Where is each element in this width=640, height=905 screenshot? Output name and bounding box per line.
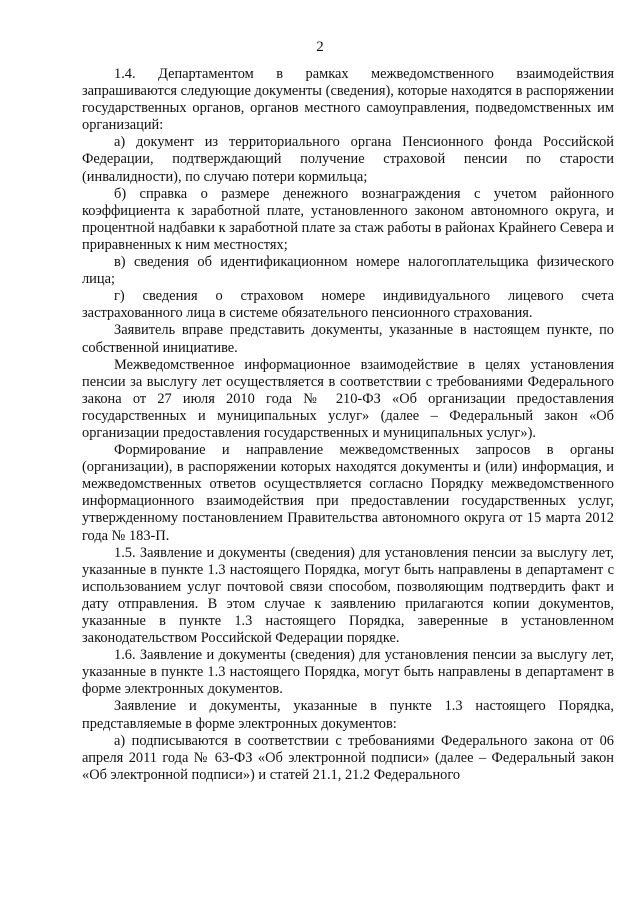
document-body [82,66,614,784]
paragraph-item-a: а) документ из территориального органа Пенсионного фонда Российской Федерации, подтверждающий получение страховой пенсии по старости (инвалидности), по случаю потери кормильца; [82,134,614,185]
paragraph-interagency-interaction: Межведомственное информационное взаимодействие в целях установления пенсии за выслугу лет осуществляется в соответствии с требованиями Федерального закона от 27 июля 2010 года № 210-ФЗ «Об организации предоставления государственных и муниципальных услуг» (далее – Федеральный закон «Об организации предоставления государственных и муниципальных услуг»). [82,356,614,441]
paragraph-electronic-docs: Заявление и документы, указанные в пункте 1.3 настоящего Порядка, представляемые в форме электронных документов: [82,698,614,732]
paragraph-electronic-item-a: а) подписываются в соответствии с требованиями Федерального закона от 06 апреля 2011 года № 63-ФЗ «Об электронной подписи» (далее – Федеральный закон «Об электронной подписи») и статей 21.1, 21.2 Федерального [82,732,614,783]
paragraph-item-g: г) сведения о страховом номере индивидуального лицевого счета застрахованного лица в системе обязательного пенсионного страхования. [82,288,614,322]
paragraph-1-6: 1.6. Заявление и документы (сведения) для установления пенсии за выслугу лет, указанные в пункте 1.3 настоящего Порядка, могут быть направлены в департамент в форме электронных документов. [82,647,614,698]
paragraph-1-4-intro: 1.4. Департаментом в рамках межведомственного взаимодействия запрашиваются следующие документы (сведения), которые находятся в распоряжении государственных органов, органов местного самоуправления, подведомственных им организаций: [82,66,614,134]
page-number: 2 [316,39,324,55]
paragraph-interagency-requests: Формирование и направление межведомственных запросов в органы (организации), в распоряжении которых находятся документы и (или) информация, и межведомственных ответов осуществляется согласно Порядку межведомственного информационного взаимодействия при предоставлении государственных услуг, утвержденному постановлением Правительства автономного округа от 15 марта 2012 года № 183-П. [82,442,614,544]
paragraph-item-b: б) справка о размере денежного вознаграждения с учетом районного коэффициента к заработной плате, установленного законом автономного округа, и процентной надбавки к заработной плате за стаж работы в районах Крайнего Севера и приравненных к ним местностях; [82,185,614,253]
paragraph-applicant-right: Заявитель вправе представить документы, указанные в настоящем пункте, по собственной инициативе. [82,322,614,356]
paragraph-1-5: 1.5. Заявление и документы (сведения) для установления пенсии за выслугу лет, указанные в пункте 1.3 настоящего Порядка, могут быть направлены в департамент с использованием услуг почтовой связи способом, позволяющим подтвердить факт и дату отправления. В этом случае к заявлению прилагаются копии документов, указанные в пункте 1.3 настоящего Порядка, заверенные в установленном законодательством Российской Федерации порядке. [82,544,614,647]
paragraph-item-v: в) сведения об идентификационном номере налогоплательщика физического лица; [82,254,614,288]
